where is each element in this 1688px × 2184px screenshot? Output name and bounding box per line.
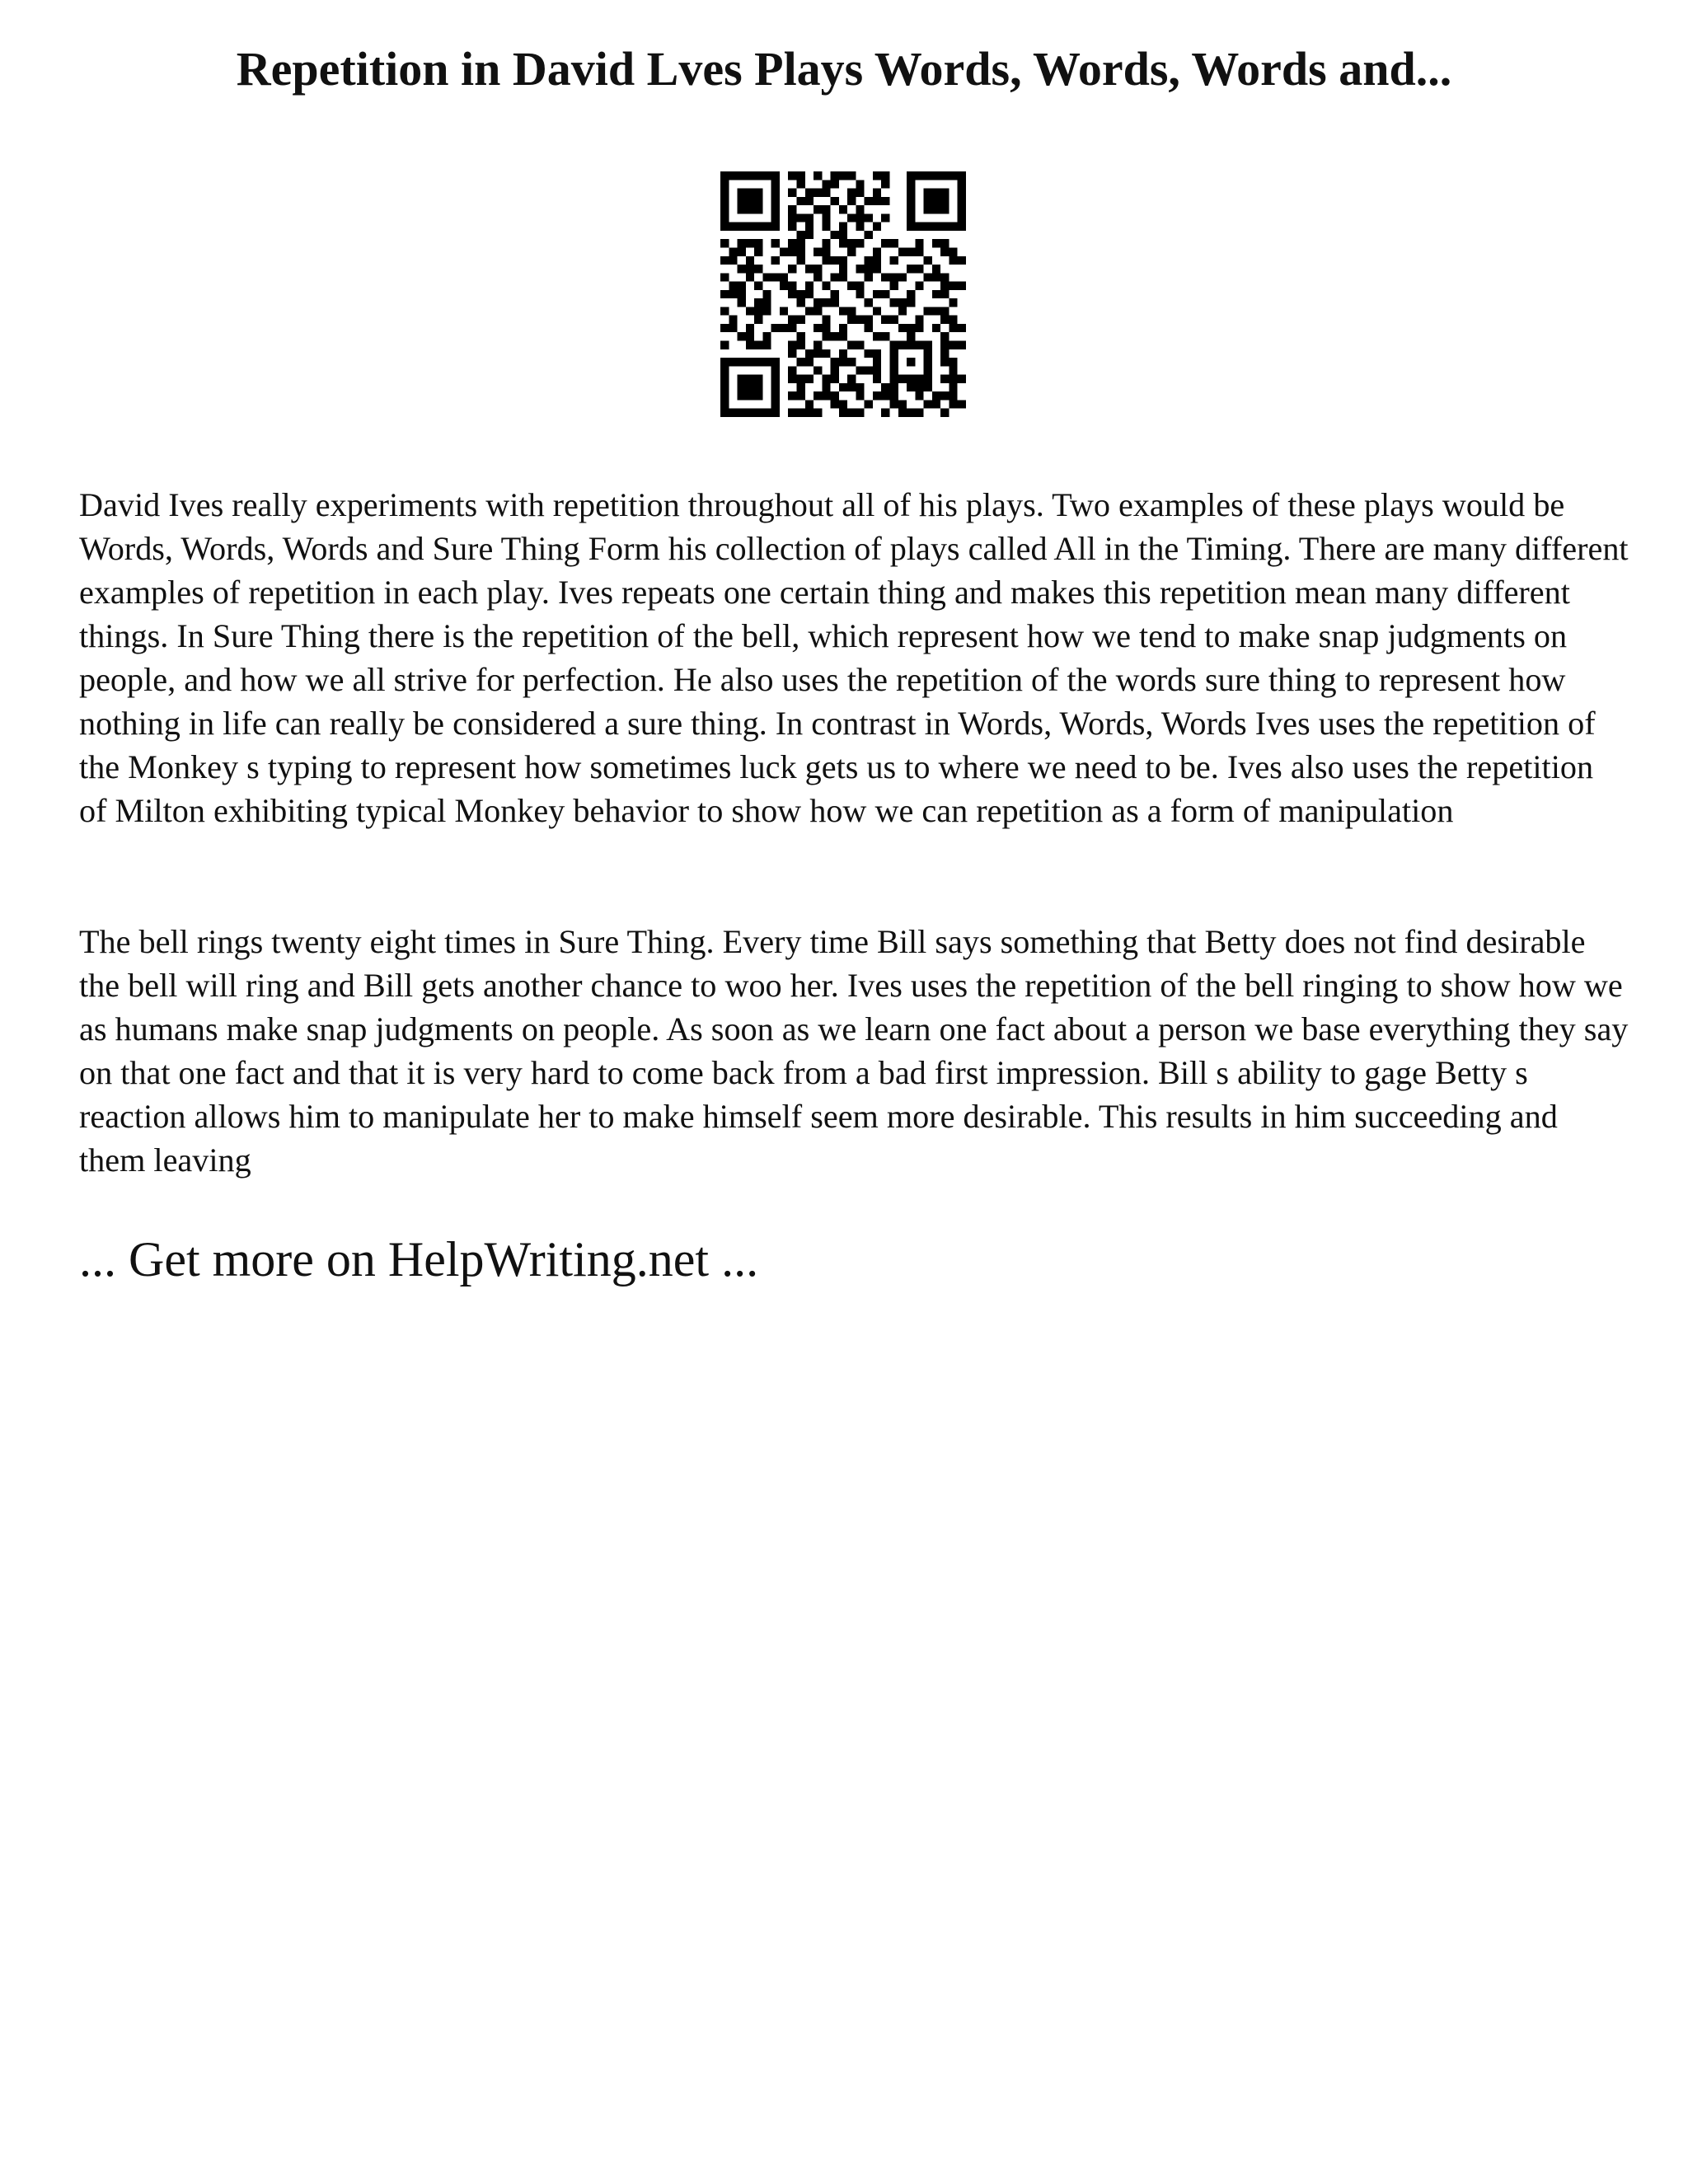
body-paragraph-1: David Ives really experiments with repetition throughout all of his plays. Two examples of these plays would be Words, Words, Words and Sure Thing Form his collection of plays called All in the Timing. There are many different examples of repetition in each play. Ives repeats one certain thing and makes this repetition mean many different things. In Sure Thing there is the repetition of the bell, which represent how we tend to make snap judgments on people, and how we all strive for perfection. He also uses the repetition of the words sure thing to represent how nothing in life can really be considered a sure thing. In contrast in Words, Words, Words Ives uses the repetition of the Monkey s typing to represent how sometimes luck gets us to where we need to be. Ives also uses the repetition of Milton exhibiting typical Monkey behavior to show how we can repetition as a form of manipulation (79, 486, 1629, 829)
document-title: Repetition in David Lves Plays Words, Words, Words and... (236, 42, 1452, 96)
body-paragraph-2: The bell rings twenty eight times in Sure Thing. Every time Bill says something that Betty does not find desirable the bell will ring and Bill gets another chance to woo her. Ives uses the repetition of the bell ringing to show how we as humans make snap judgments on people. As soon as we learn one fact about a person we base everything they say on that one fact and that it is very hard to come back from a bad first impression. Bill s ability to gage Betty s reaction allows him to manipulate her to make himself seem more desirable. This results in him succeeding and them leaving (79, 923, 1629, 1179)
get-more-link[interactable]: ... Get more on HelpWriting.net ... (79, 1232, 759, 1286)
qr-code-icon (720, 171, 966, 417)
